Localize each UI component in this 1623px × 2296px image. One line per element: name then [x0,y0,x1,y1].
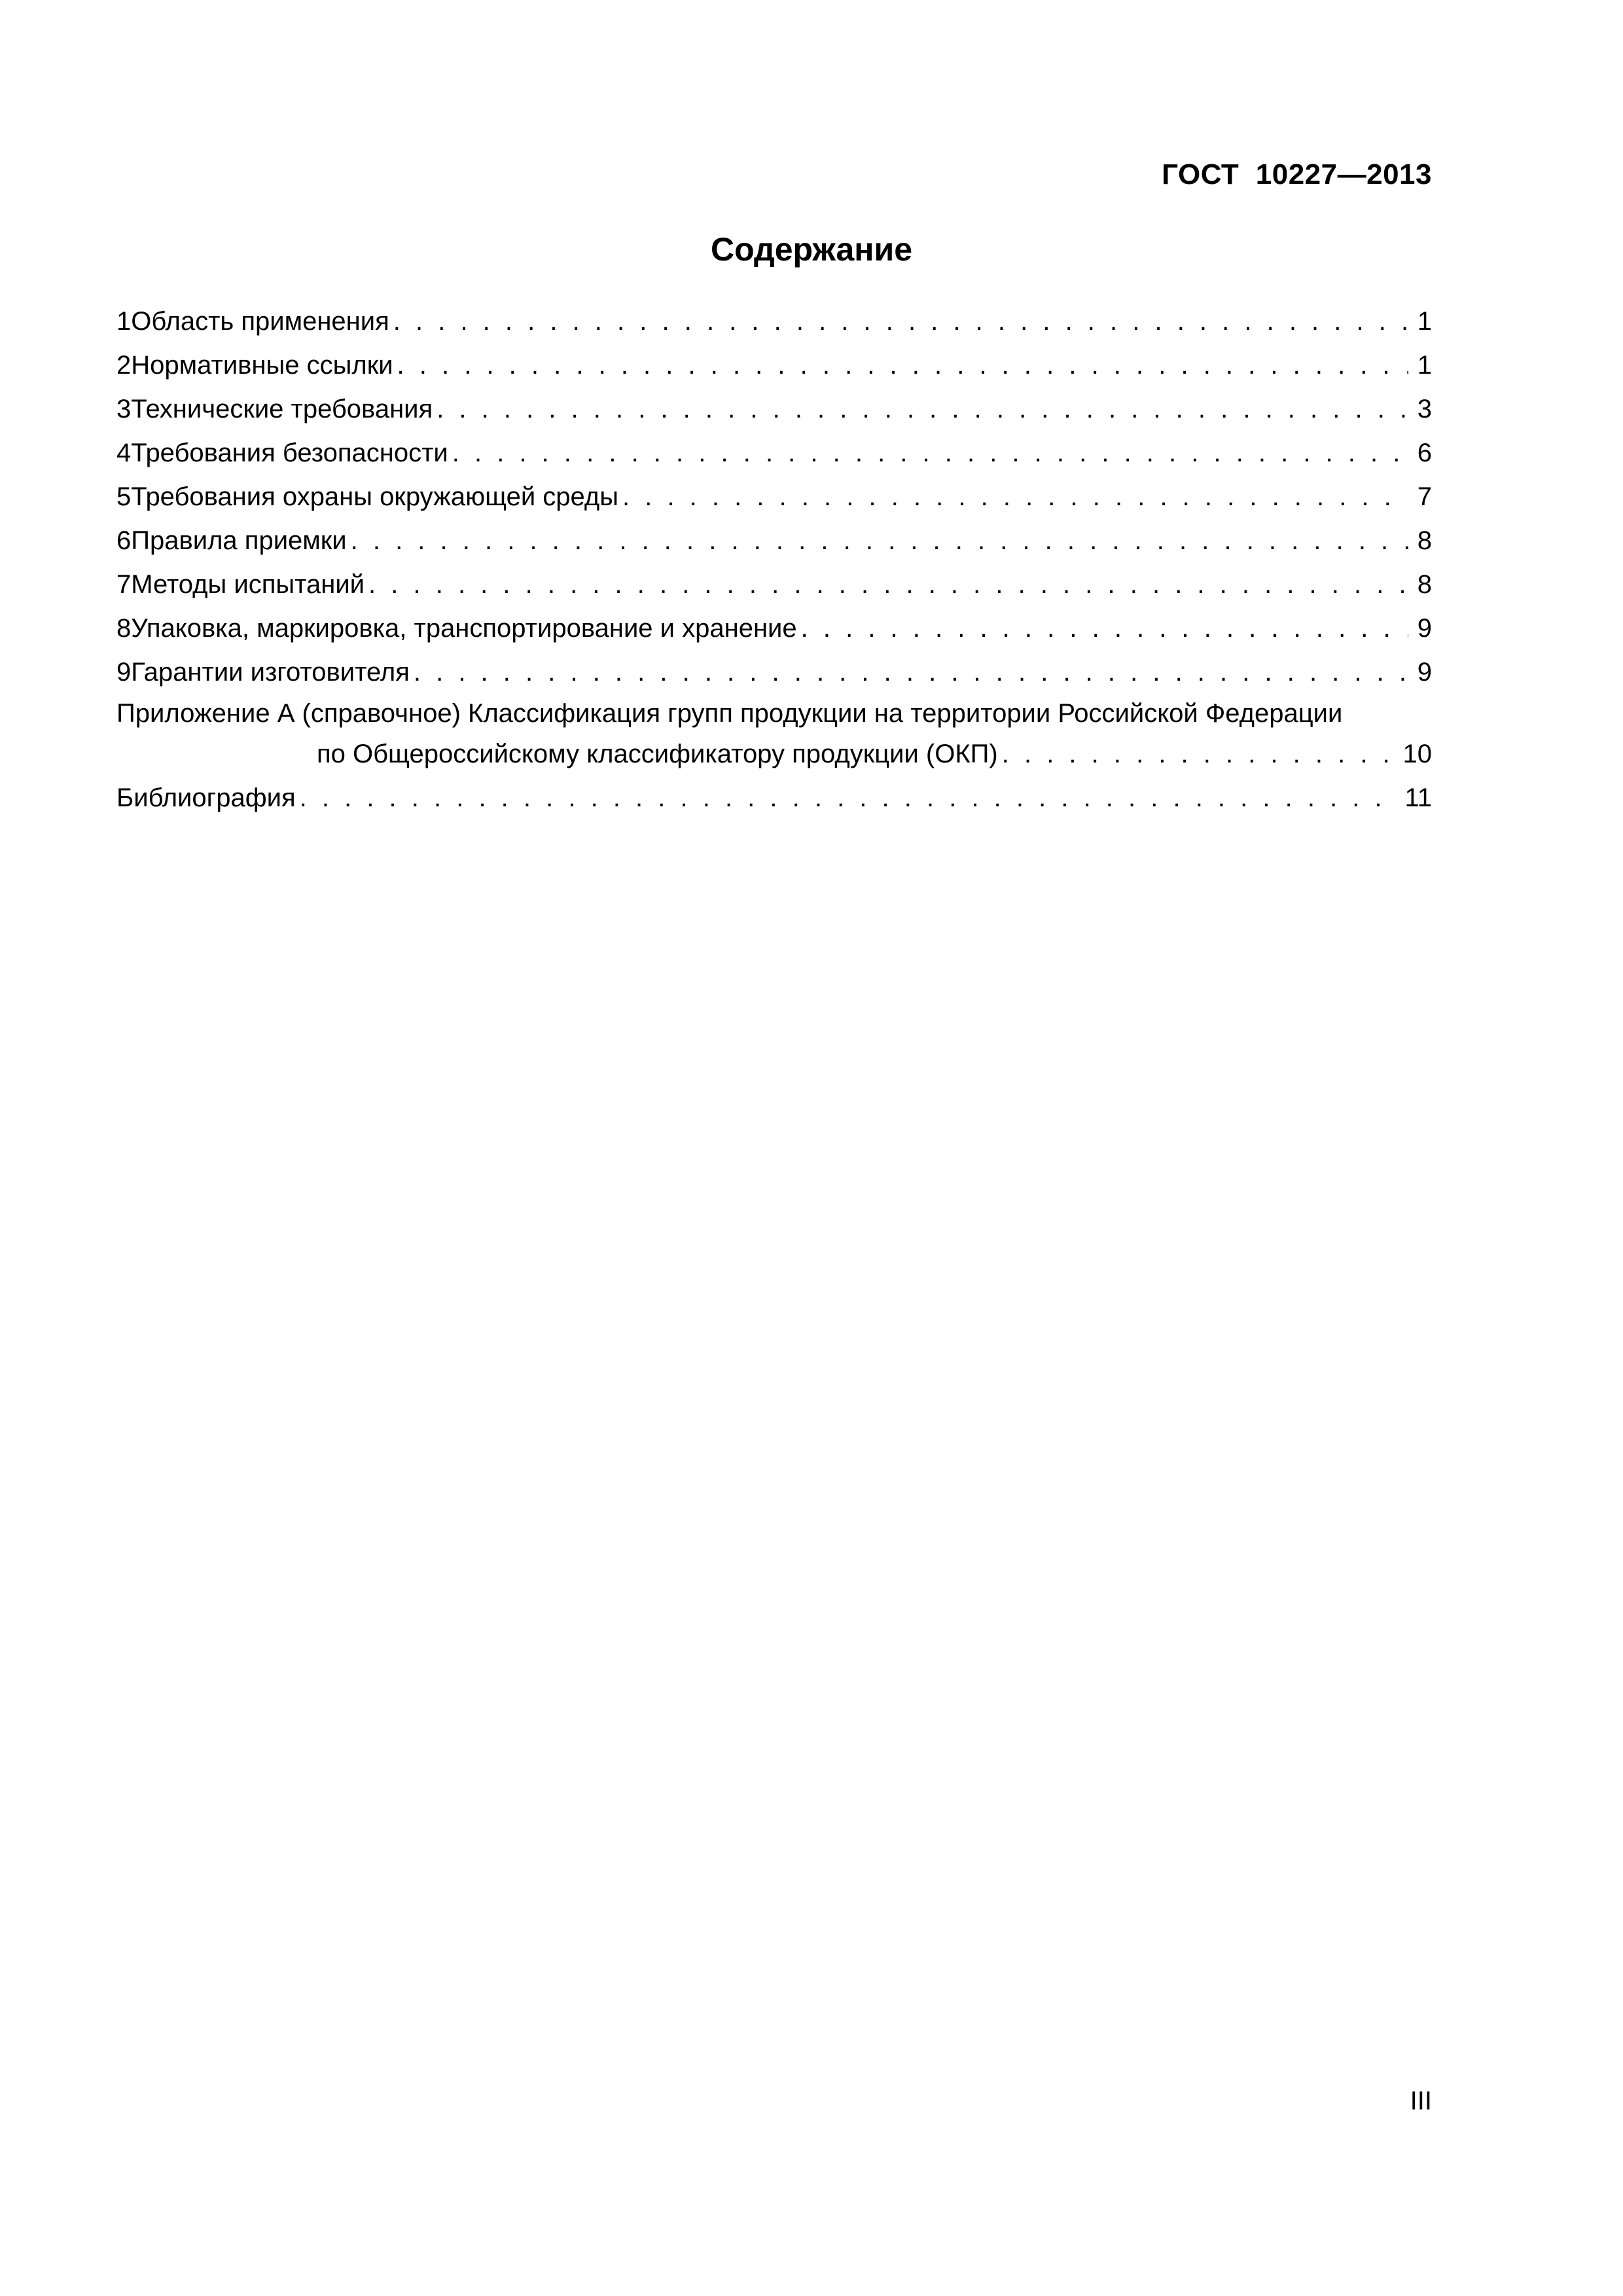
toc-entry-title: Гарантии изготовителя [131,658,410,687]
toc-dot-leader [1002,732,1394,776]
toc-appendix-a-continued[interactable] [116,732,1432,776]
toc-entry-3[interactable] [116,387,1432,431]
toc-dot-leader [452,431,1408,475]
toc-entry-title: Нормативные ссылки [131,351,393,380]
toc-entry-page: 8 [1417,570,1432,599]
toc-dot-leader [437,387,1408,431]
toc-entry-7[interactable] [116,563,1432,607]
toc-entry-number: 4 [116,439,132,467]
toc-entry-1[interactable] [116,300,1432,344]
toc-appendix-a[interactable] [116,694,1432,732]
toc-entry-page: 1 [1417,351,1432,380]
toc-entry-title: Требования охраны окружающей среды [131,482,618,511]
toc-entry-title: Требования безопасности [131,439,448,467]
toc-entry-number: 7 [116,570,132,599]
document-code: ГОСТ 10227—2013 [1162,158,1432,190]
toc-bibliography[interactable] [116,776,1432,820]
toc-entry-6[interactable] [116,519,1432,563]
toc-entry-number: 1 [116,307,132,336]
toc-bibliography-page: 11 [1404,783,1432,812]
toc-dot-leader [393,300,1408,344]
toc-entry-title: Упаковка, маркировка, транспортирование и хранение [131,614,797,643]
toc-entry-number: 5 [116,482,132,511]
toc-dot-leader [801,607,1408,651]
toc-entry-9[interactable] [116,651,1432,694]
toc-dot-leader [368,563,1408,607]
toc-entry-number: 8 [116,614,132,643]
toc-dot-leader [414,651,1408,694]
toc-entry-2[interactable] [116,344,1432,387]
toc-appendix-title-continued: по Общероссийскому классификатору продукции (ОКП) [317,740,998,768]
toc-appendix-page: 10 [1402,740,1432,768]
toc-entry-page: 3 [1417,395,1432,423]
toc-entry-title: Область применения [131,307,389,336]
toc-bibliography-title: Библиография [116,783,296,812]
toc-entry-5[interactable] [116,475,1432,519]
toc-entry-number: 3 [116,395,132,423]
toc-dot-leader [351,519,1408,563]
toc-dot-leader [397,344,1408,387]
toc-title: Содержание [710,231,913,268]
toc-entry-number: 2 [116,351,132,380]
toc-entry-title: Технические требования [131,395,433,423]
toc-entry-8[interactable] [116,607,1432,651]
toc-entry-number: 9 [116,658,132,687]
toc-entry-page: 7 [1417,482,1432,511]
toc-entry-page: 9 [1417,658,1432,687]
toc-entry-number: 6 [116,526,132,555]
toc-entry-page: 1 [1417,307,1432,336]
page-number: III [1410,2087,1432,2115]
toc-entry-page: 9 [1417,614,1432,643]
toc-entry-title: Правила приемки [131,526,347,555]
toc-entry-title: Методы испытаний [131,570,365,599]
toc-entry-page: 8 [1417,526,1432,555]
table-of-contents [116,300,1432,820]
toc-dot-leader [622,475,1408,519]
toc-dot-leader [300,776,1396,820]
toc-entry-4[interactable] [116,431,1432,475]
toc-appendix-title: Приложение А (справочное) Классификация групп продукции на территории Российской Федерации [116,699,1343,728]
toc-entry-page: 6 [1417,439,1432,467]
